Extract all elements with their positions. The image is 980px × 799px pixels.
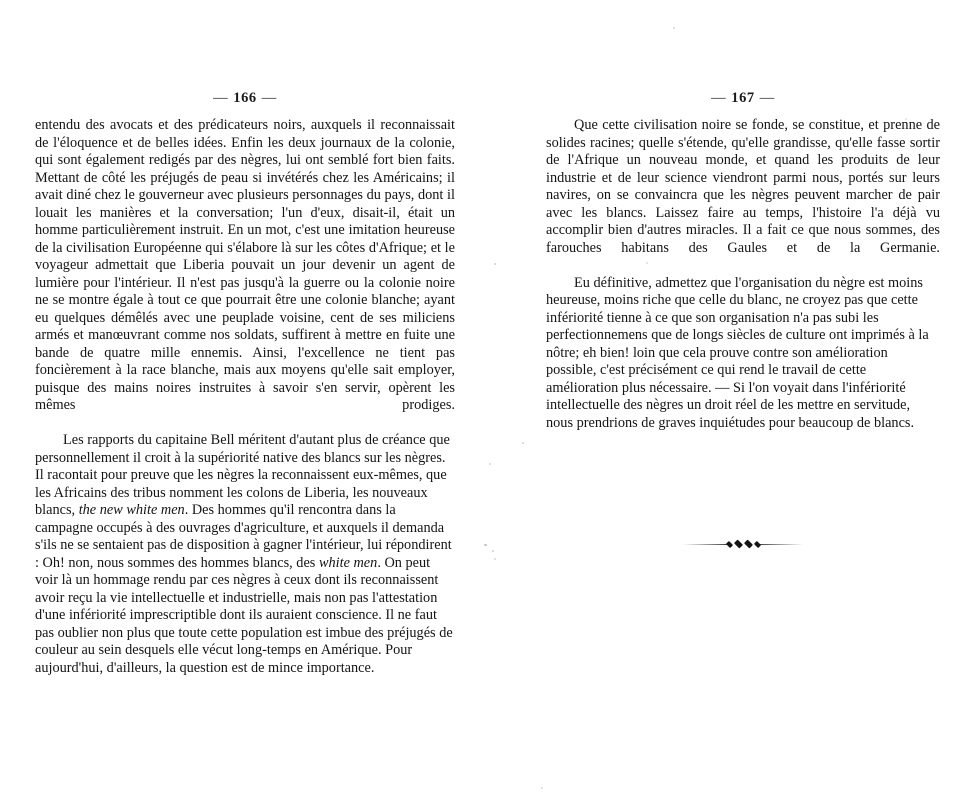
scan-speck bbox=[484, 544, 487, 546]
paragraph: Eu définitive, admettez que l'organisation du nègre est moins heureuse, moins riche que celle du blanc, ne croyez pas que cette infériorité tienne à ce que son organisation n'a pas subi les perfectionnemens que de longs siècles de culture ont imprimés à la nôtre; eh bien! loin que cela prouve contre son amélioration possible, c'est précisément ce qui rend le travail de cette amélioration plus nécessaire. — Si l'on voyait dans l'infériorité intellectuelle des nègres un droit réel de les mettre en servitude, nous prendrions de graves inquiétudes pour beaucoup de blancs. bbox=[546, 274, 929, 431]
ornament-diamond bbox=[725, 540, 732, 547]
ornament-diamond bbox=[733, 539, 742, 548]
folio-dash-right: — bbox=[261, 90, 277, 106]
left-page-column bbox=[35, 0, 455, 799]
ornament-rule bbox=[683, 539, 803, 549]
scan-speck bbox=[492, 550, 494, 552]
right-page-column bbox=[546, 0, 940, 799]
page-folio-left bbox=[35, 90, 455, 107]
ornament-diamonds bbox=[726, 541, 761, 547]
left-page-body-text bbox=[35, 117, 455, 695]
paragraph: Que cette civilisation noire se fonde, se constitue, et prenne de solides racines; quelle s'étende, qu'elle grandisse, qu'elle fasse sortir de l'Afrique un nouveau monde, et quand les produits de leur industrie et de leur science viendront parmi nous, portés sur leurs navires, on se convaincra que les nègres peuvent marcher de pair avec les blancs. Laissez faire au temps, l'histoire l'a déjà vu accomplir bien d'autres miracles. Il a fait ce que nous sommes, des farouches habitans des Gaules et de la Germanie. bbox=[546, 117, 940, 256]
scan-speck bbox=[489, 463, 491, 465]
typographic-ornament bbox=[546, 537, 940, 551]
folio-dash-left: — bbox=[711, 90, 727, 106]
scan-speck bbox=[522, 442, 524, 444]
page-folio-right bbox=[546, 90, 940, 107]
folio-number-right: 167 bbox=[731, 90, 755, 106]
ornament-diamond bbox=[753, 540, 760, 547]
paragraph-text-part: . On peut voir là un hommage rendu par ces nègres à ceux dont ils reconnaissent avoir reçu la vie intellectuelle et industrielle, mais non pas l'attestation d'une infériorité imprescriptible dont ils auraient conscience. Il ne faut pas oublier non plus que toute cette population est imbue des préjugés de couleur au sein desquels elle vécut long-temps en Amérique. Pour aujourd'hui, d'ailleurs, la question est de mince importance. bbox=[35, 554, 453, 676]
paragraph: entendu des avocats et des prédicateurs noirs, auxquels il reconnaissait de l'éloquence et de belles idées. Enfin les deux journaux de la colonie, qui sont également redigés par des nègres, lui ont semblé fort bien faits. Mettant de côté les préjugés de peau si invétérés chez les Américains; il avait diné chez le gouverneur avec plusieurs personnages du pays, dont il louait les manières et la conversation; l'un d'eux, disait-il, était un homme particulièrement instruit. En un mot, c'est une imitation heureuse de la civilisation Européenne qui s'élabore là sur les côtes d'Afrique; et le voyageur admettait que Liberia pouvait un jour devenir un agent de lumière pour l'intérieur. Il n'est pas jusqu'à la guerre ou la colonie noire ne se montre égale à tout ce que pourrait être une colonie blanche; ayant eu quelques démêlés avec une peuplade voisine, cent de ses miliciens armés et manœuvrant comme nos soldats, suffirent à mettre en fuite une bande de quatre mille ennemis. Ainsi, l'excellence ne tient pas foncièrement à la race blanche, mais aux moyens qu'elle sait employer, puisque des mains noires instruites à savoir s'en servir, opèrent les mêmes prodiges. bbox=[35, 117, 455, 413]
scan-speck bbox=[541, 787, 543, 789]
right-page-body-text bbox=[546, 117, 940, 450]
ornament-diamond bbox=[743, 539, 752, 548]
scan-speck bbox=[494, 558, 496, 560]
italic-phrase: white men bbox=[318, 554, 378, 571]
folio-dash-right: — bbox=[759, 90, 775, 106]
scan-speck bbox=[494, 263, 496, 265]
paragraph bbox=[35, 432, 455, 695]
paragraph-text-part: . Des hommes qu'il rencontra dans la campagne occupés à des ouvrages d'agriculture, et auxquels il demanda s'ils ne se sentaient pas de disposition à gagner l'intérieur, lui répondirent : Oh! non, nous sommes des hommes blancs, des bbox=[35, 502, 452, 571]
folio-number-left: 166 bbox=[233, 90, 257, 106]
paragraph-text-part: Les rapports du capitaine Bell méritent d'autant plus de créance que personnellement il croit à la supériorité native des blancs sur les nègres. Il racontait pour preuve que les nègres la reconnaissent eux-mêmes, que les Africains des tribus nomment les colons de Liberia, les nouveaux blancs, bbox=[35, 432, 450, 518]
folio-dash-left: — bbox=[213, 90, 229, 106]
italic-phrase: the new white men bbox=[78, 502, 185, 518]
